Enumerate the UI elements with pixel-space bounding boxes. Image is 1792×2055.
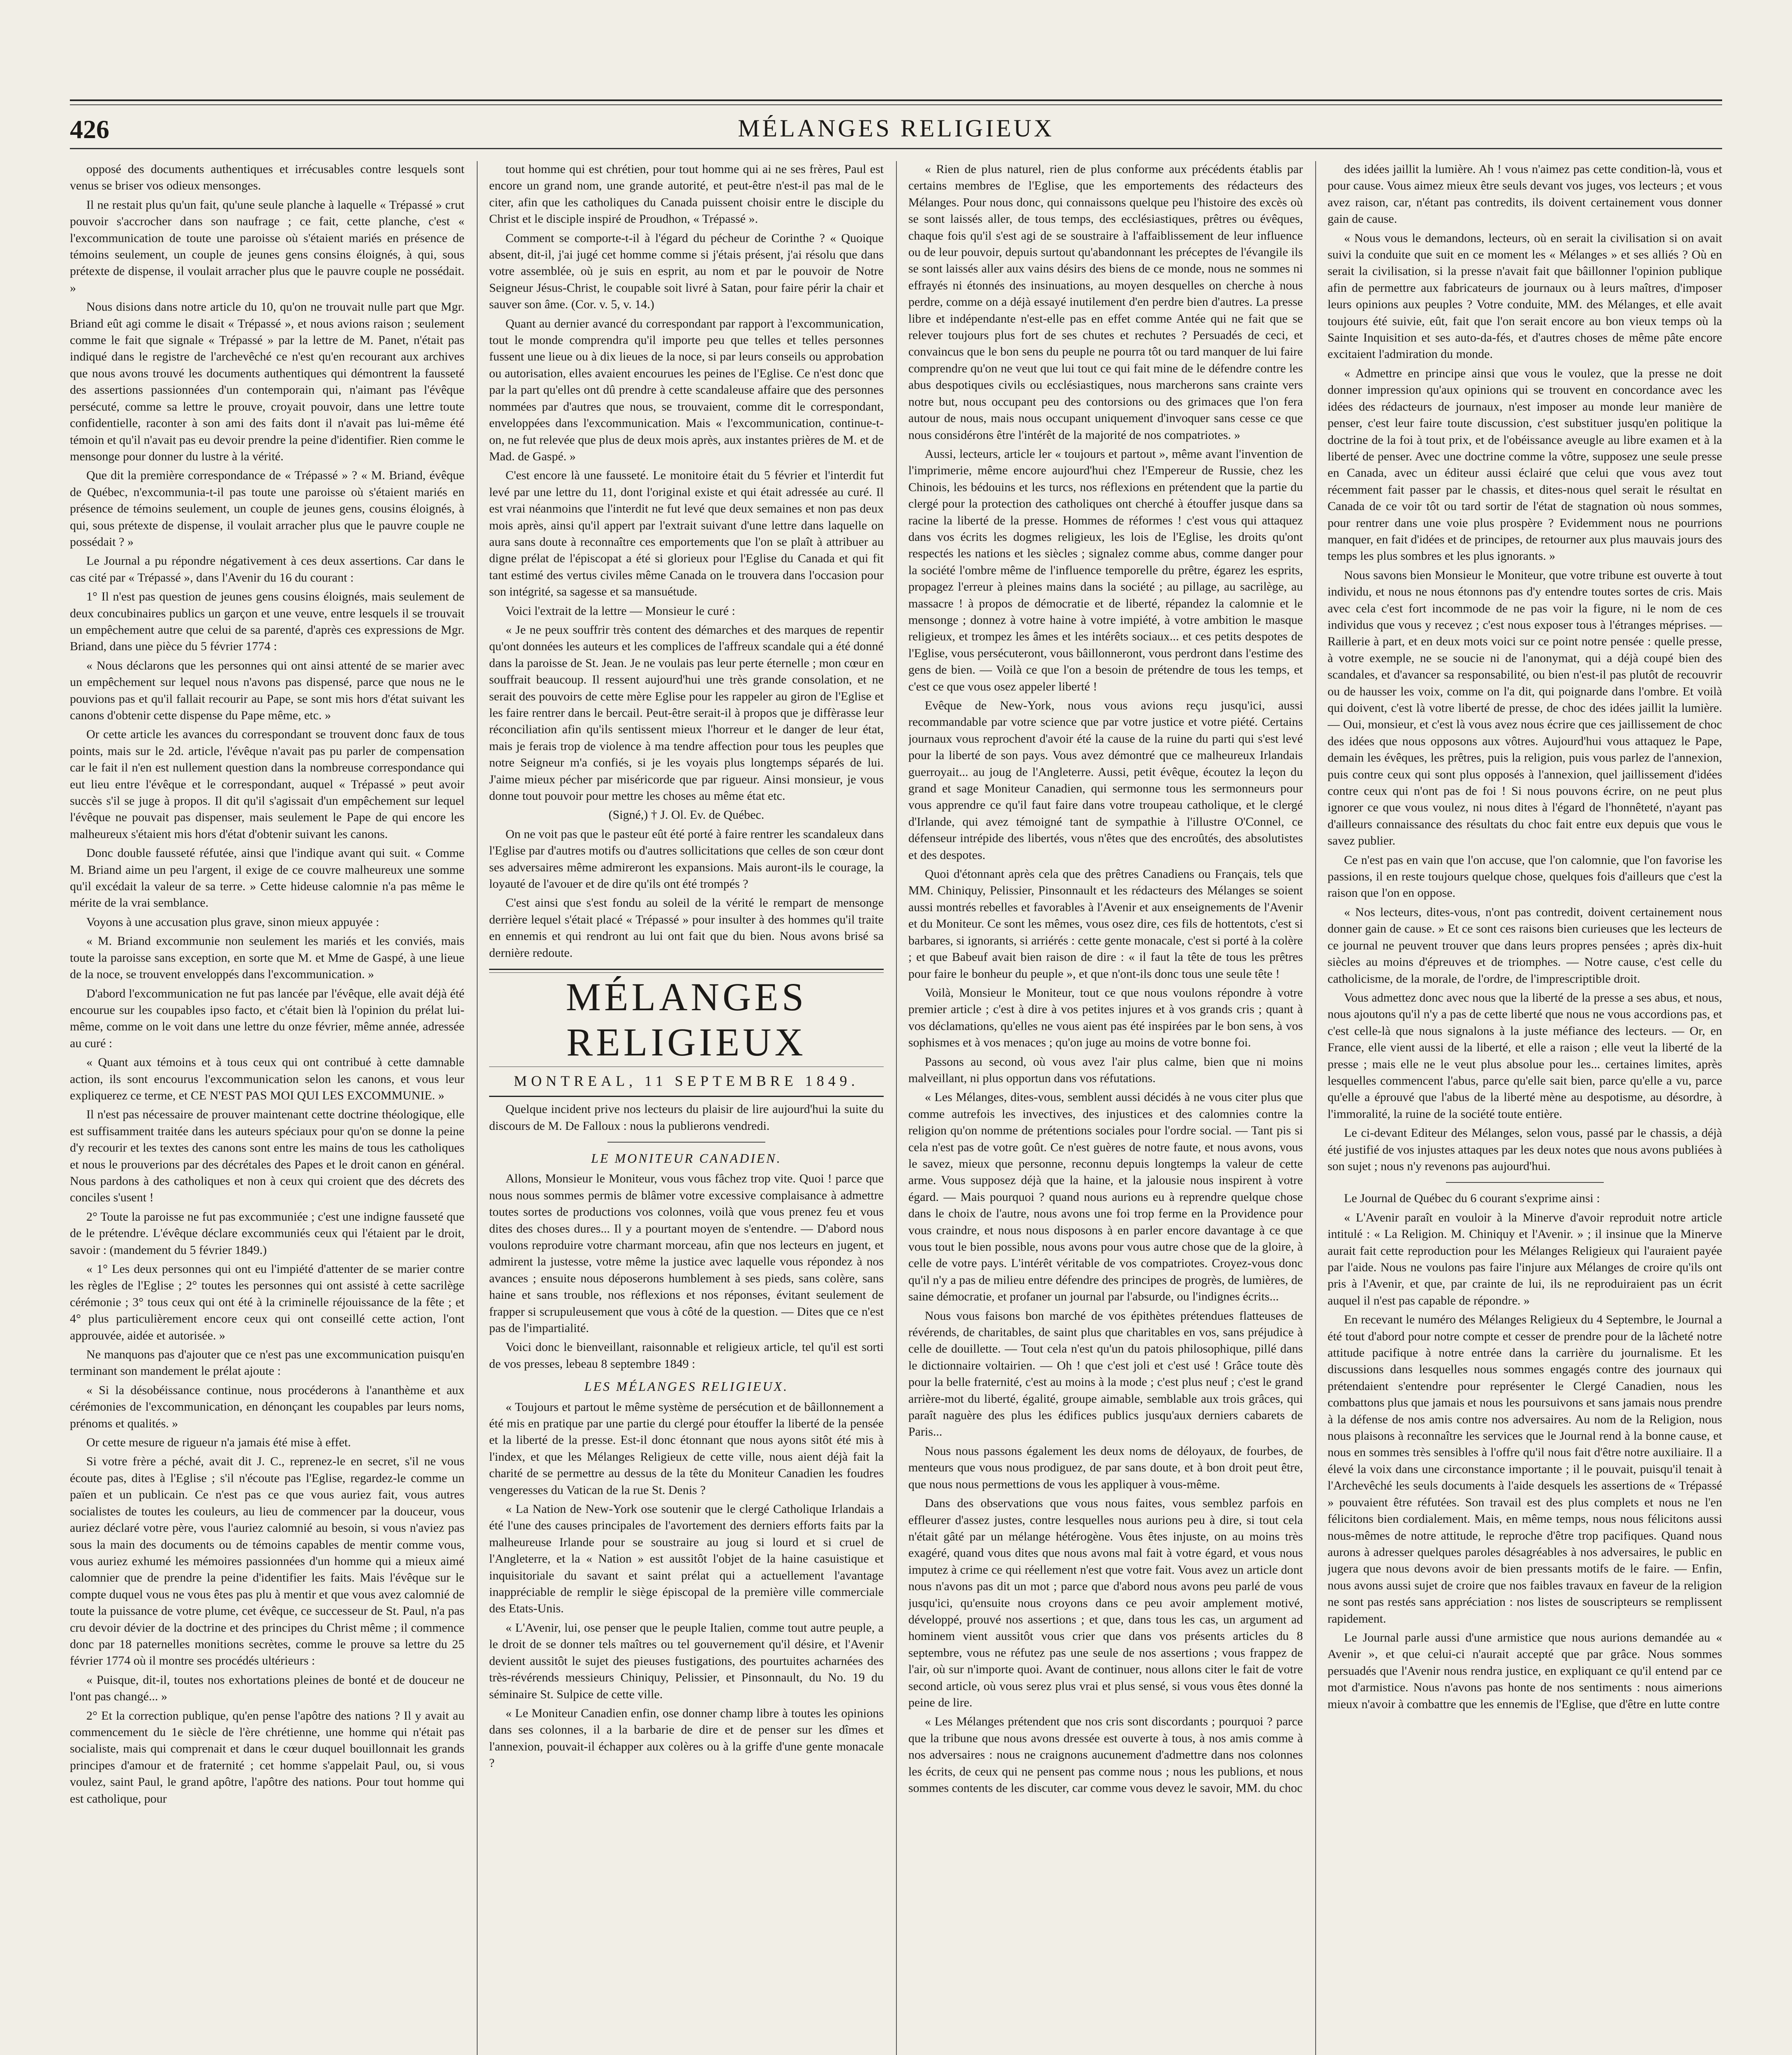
section-title-melanges: LES MÉLANGES RELIGIEUX.	[584, 1379, 789, 1394]
paragraph: « Nos lecteurs, dites-vous, n'ont pas contredit, doivent certainement nous donner gain de cause. » Et ce sont ces raisons bien curieuses que les lecteurs de ce journal ne peuvent trouver que dans leurs propres pensées ; après dix-huit siècles au moins d'épreuves et de triomphes. — Notre cause, c'est celle du catholicisme, de la morale, de l'ordre, de l'imprescriptible droit.	[1328, 905, 1722, 986]
paragraph: Evêque de New-York, nous vous avions reçu jusqu'ici, aussi recommandable par votre science que par votre justice et votre piété. Certains journaux vous reprochent d'avoir été la cause de la ruine du parti qui s'est levé pour la liberté de son pays. Vous avez démontré que ce malheureux Irlandais guerroyait... au joug de l'Angleterre. Aussi, petit évêque, écoutez la leçon du grand et sage Moniteur Canadien, qui sermonne tous les sermonneurs pour vous apprendre ce qu'il faut faire dans votre troupeau catholique, et le clergé d'Irlande, qui avez témoigné tant de sympathie à l'illustre O'Connel, ce défenseur intrépide des libertés, vous n'êtes que des encroûtés, des absolutistes et des despotes.	[908, 699, 1303, 862]
paragraph: Aussi, lecteurs, article ler « toujours et partout », même avant l'invention de l'imprimerie, même encore aujourd'hui chez l'Empereur de Russie, chez les Chinois, les bédouins et les turcs, nos réflexions en prétendent que la partie du clergé pour la protection des catholiques ont cherché à étouffer jusque dans sa racine la liberté de la presse. Hommes de réformes ! c'est vous qui attaquez dans vos écrits les dogmes religieux, les lois de l'Eglise, les droits qu'ont respectés les nations et les siècles ; signalez comme abus, comme danger pour la société l'ombre même de l'influence temporelle du prêtre, égarez les esprits, propagez l'erreur à pleines mains dans la société ; au pillage, au sacrilège, au massacre ! à propos de démocratie et de liberté, répandez la calomnie et le mensonge ; donnez à votre haine à votre impiété, à votre ambition le masque religieux, et trompez les âmes et les intérêts sociaux... et ces petits despotes de l'Eglise, vous persécuteront, vous bâillonneront, vous perdront dans l'estime des gens de bien. — Voilà ce que l'on a besoin de prétendre de tous les temps, et c'est ce que vous osez appeler liberté !	[908, 447, 1303, 693]
paragraph: 1° Il n'est pas question de jeunes gens cousins éloignés, mais seulement de deux concubinaires publics un garçon et une veuve, entre lesquels il se trouvait un empêchement autre que celui de sa parenté, d'après ces expressions de Mgr. Briand, dans une pièce du 5 février 1774 :	[70, 590, 464, 653]
paragraph: Passons au second, où vous avez l'air plus calme, bien que ni moins malveillant, ni plus opportun dans vos réfutations.	[908, 1055, 1303, 1085]
paragraph: Nous savons bien Monsieur le Moniteur, que votre tribune est ouverte à tout individu, et nous ne nous étonnons pas d'y entendre toutes sortes de cris. Mais avec cela c'est fort incommode de ne pas voir la figure, ni le nom de ces individus que vous y recevez ; c'est nous exposer tous à l'étranges méprises. — Raillerie à part, et en deux mots voici sur ce point notre pensée : quelle presse, à votre exemple, ne se soucie ni de l'anonymat, qui a déjà coupé bien des scandales, et d'avancer sa responsabilité, ou bien n'est-il pas plutôt de recouvrir ou de hausser les voix, comme on l'a dit, qui poignarde dans l'ombre. Et voilà qui doivent, c'est là votre liberté de presse, de choc des idées jaillit la lumière. — Oui, monsieur, et c'est là vous avez nous écrire que ces jaillissement de choc des idées que nous opposons aux vôtres. Aujourd'hui vous attaquez le Pape, demain les évêques, les prêtres, puis la religion, puis vous parlez de l'annexion, puis contre ceux qui sont plus opposés à l'annexion, quel jaillissement d'idées contre ceux qui n'ont pas de foi ! Si nous pouvons écrire, on ne peut plus ignorer ce que vous voulez, ni nous dites à l'égard de l'honnêteté, n'ayant pas d'ailleurs connaissance des résultats du choc fait entre eux depuis que vous le savez publier.	[1328, 568, 1722, 848]
paragraph: Il n'est pas nécessaire de prouver maintenant cette doctrine théologique, elle est suffisamment traitée dans les auteurs spéciaux pour qu'on se donne la peine d'y recourir et les textes des canons sont entre les mains de tous les catholiques et nous le prouverions par des décrétales des Papes et le droit canon en général. Nous pardons à des catholiques et non à ceux qui croient que des décrets des conciles s'usent !	[70, 1108, 464, 1205]
paragraph: « Les Mélanges prétendent que nos cris sont discordants ; pourquoi ? parce que la tribune que nous avons dressée est ouverte à tous, à nos amis comme à nos adversaires : nous ne craignons aucunement d'admettre dans nos colonnes les écrits, de ceux qui ne pensent pas comme nous ; nous les publions, et nous sommes contents de les discuter, car comme vous devez le savoir, MM. du choc	[908, 1715, 1303, 1795]
paragraph: « L'Avenir, lui, ose penser que le peuple Italien, comme tout autre peuple, a le droit de se donner tels maîtres ou tel gouvernement qu'il désire, et l'Avenir devient aussitôt le sujet des pieuses fustigations, des pourtuites acharnées des très-révérends messieurs Chiniquy, Pelissier, et Pinsonnault, du No. 19 du séminaire St. Sulpice de cette ville.	[489, 1621, 884, 1701]
paragraph: Nous disions dans notre article du 10, qu'on ne trouvait nulle part que Mgr. Briand eût agi comme le disait « Trépassé », et nous avions raison ; seulement comme le fait que signale « Trépassé » par la lettre de M. Panet, n'était pas indiqué dans le registre de l'archevêché ce n'est qu'en recourant aux archives que nous avons trouvé les documents authentiques qui démontrent la fausseté des assertions passionnées d'un contemporain qui, n'aimant pas l'évêque persécuté, comme sa lettre le prouve, croyait pouvoir, dans une lettre toute confidentielle, raconter à son ami des faits dont il n'avait pas lui-même été témoin et qu'il n'avait pas eu devoir prendre la peine d'identifier. Rien comme le mensonge pour donner du lustre à la vérité.	[70, 300, 464, 463]
paragraph: Vous admettez donc avec nous que la liberté de la presse a ses abus, et nous, nous ajoutons qu'il n'y a pas de cette liberté que nous ne vous accordions pas, et c'est celle-là que nous signalons à la juste méfiance des lecteurs. — Or, en France, elle vient aussi de la liberté, et elle a raison ; elle veut la liberté de la presse ; mais elle ne le veut plus absolue pour les... certaines limites, après lesquelles commencent l'abus, parce qu'elle sait bien, parce qu'elle a vu, parce qu'elle a éprouvé que l'abus de la liberté mène au despotisme, au désordre, à l'immoralité, la ruine de la société toute entière.	[1328, 991, 1722, 1121]
masthead-rule	[489, 1096, 884, 1097]
paragraph: Or cette article les avances du correspondant se trouvent donc faux de tous points, mais sur le 2d. article, l'évêque n'avait pas pu parler de compensation car le fait il n'en est nullement question dans la nombreuse correspondance qui eut lieu entre l'évêque et le correspondant, auquel « Trépassé » peut avoir succès s'il se juge à propos. Il dit qu'il s'agissait d'un empêchement sur lequel l'évêque ne pouvait pas dispenser, mais seulement le Pape de qui encore les malheureux s'étaient mis hors d'état d'obtenir suivant les canons.	[70, 727, 464, 841]
paragraph: « Quant aux témoins et à tous ceux qui ont contribué à cette damnable action, ils sont encourus l'excommunication selon les canons, et vous leur expliquerez ce terme, et CE N'EST PAS MOI QUI LES EXCOMMUNIE. »	[70, 1055, 464, 1102]
paragraph: Il ne restait plus qu'un fait, qu'une seule planche à laquelle « Trépassé » crut pouvoir s'accrocher dans son naufrage ; ce fait, cette planche, c'est « l'excommunication de toute une paroisse où s'étaient mariés en présence de témoins seulement, un couple de jeunes gens consins éloignés, à qui, sous prétexte de dispense, il voulait arracher plus que le pauvre couple ne possédait. »	[70, 198, 464, 295]
section-divider	[1446, 1182, 1604, 1183]
paragraph: « Rien de plus naturel, rien de plus conforme aux précédents établis par certains membres de l'Eglise, que les emportements des rédacteurs des Mélanges. Pour nous donc, qui connaissons quelque peu l'histoire des excès où se sont laissés aller, de tous temps, des ecclésiastiques, prêtres ou évêques, chaque fois qu'il s'est agi de se soustraire à l'affaiblissement de leur influence ou de leur pouvoir, depuis surtout qu'abandonnant les préceptes de l'évangile ils se sont laissés aller aux vains désirs des biens de ce monde, nous ne sommes ni effrayés ni étonnés des insinuations, au moyen desquelles on cherche à nous perdre, comme on a déjà essayé inutilement d'en perdre bien d'autres. La presse libre et indépendante n'est-elle pas en effet comme Antée qui ne fait que se relever toujours plus fort de ses chutes et rechutes ? Persuadés de ceci, et convaincus que le bon sens du peuple ne pourra tôt ou tard manquer de lui faire comprendre qu'on ne veut que lui tout ce qui fait mine de le défendre contre les abus despotiques civils ou ecclésiastiques, nous marcherons sans crainte vers notre but, nous occupant peu des contorsions ou des grimaces que l'on fera autour de nous, mais nous occupant uniquement d'invoquer sans cesse ce que nous considérons être l'intérêt de la majorité de nos compatriotes. »	[908, 162, 1303, 442]
masthead-rule	[489, 969, 884, 970]
paragraph: Que dit la première correspondance de « Trépassé » ? « M. Briand, évêque de Québec, n'excommunia-t-il pas toute une paroisse où s'étaient mariés en présence de témoins seulement, un couple de jeunes gens, cousins éloignés, à qui, sous prétexte de dispense, il voulait arracher plus que le pauvre couple ne possédait ? »	[70, 469, 464, 549]
masthead-rule	[489, 972, 884, 973]
column-2-top	[489, 161, 884, 961]
section-divider	[607, 1142, 765, 1143]
paragraph: Donc double fausseté réfutée, ainsi que l'indique avant qui suit. « Comme M. Briand aime un peu l'argent, il exige de ce couvre malheureux une somme qu'il excédait la valeur de sa terre. » Cette hideuse calomnie n'a pas même le mérite de la vrai semblance.	[70, 846, 464, 910]
paragraph: « Je ne peux souffrir très content des démarches et des marques de repentir qu'ont données les auteurs et les complices de l'affreux scandale qui a été donné dans la paroisse de St. Jean. Je ne voulais pas leur perte éternelle ; mon cœur en souffrait beaucoup. Il ressent aujourd'hui une très grande consolation, et ne serait des pouvoirs de cette mère Eglise pour les rappeler au giron de l'Eglise et les faire rentrer dans le bercail. Peut-être serait-il à propos que je diffèrasse leur réconciliation afin qu'ils sentissent mieux l'horreur et le danger de leur état, mais je ferais trop de violence à ma tendre affection pour tous les peuples que notre Seigneur m'a confiés, si je les voyais plus longtemps séparés de lui. J'aime mieux pécher par miséricorde que par rigueur. Ainsi monsieur, je vous donne tout pouvoir pour mettre les choses au même état etc.	[489, 623, 884, 803]
paragraph: Or cette mesure de rigueur n'a jamais été mise à effet.	[86, 1436, 351, 1450]
paragraph: Nous vous faisons bon marché de vos épithètes prétendues flatteuses de révérends, de charitables, de saint plus que charitables en vos, sans préjudice à celle de douillette. — Tout cela n'est qu'un du patois philosophique, pillé dans le dictionnaire voltairien. — Oh ! que c'est joli et c'est usé ! Grâce toute dès pour la belle fraternité, c'est au moins à la mode ; c'est plus neuf ; c'est le grand arrière-mot du liberté, égalité, groupe aimable, semblable aux trois grâces, qui paraît naguère des plus les édifices publics jusqu'aux derniers cabarets de Paris...	[908, 1309, 1303, 1439]
header-rule-top	[70, 99, 1722, 101]
column-1	[70, 161, 464, 2055]
paragraph: Le Journal parle aussi d'une armistice que nous aurions demandée au « Avenir », et que celui-ci n'aurait accepté que par grâce. Nous sommes persuadés que l'Avenir nous rendra justice, en expliquant ce qu'il entend par ce mot d'armistice. Nous n'avons pas honte de nos sentiments : nous aimerions mieux n'avoir à combattre que les ennemis de l'Eglise, que d'être en lutte contre	[1328, 1630, 1722, 1711]
paragraph: Quelque incident prive nos lecteurs du plaisir de lire aujourd'hui la suite du discours de M. De Falloux : nous la publierons vendredi.	[489, 1102, 884, 1133]
masthead-date: MONTREAL, 11 SEPTEMBRE 1849.	[514, 1073, 859, 1090]
paragraph: Voilà, Monsieur le Moniteur, tout ce que nous voulons répondre à votre premier article ; c'est à dire à vos petites injures et à vos grands cris ; quant à vos déclamations, qu'elles ne vous aient pas été inspirées par le bon sens, à vos sophismes et à vos menaces ; qu'on juge au moins de votre bonne foi.	[908, 986, 1303, 1050]
paragraph: D'abord l'excommunication ne fut pas lancée par l'évêque, elle avait déjà été encourue sur les coupables ipso facto, et c'était bien là l'opinion du prélat lui-même, comme on le voit dans une lettre du onze février, même année, adressée au curé :	[70, 986, 464, 1050]
paragraph: « M. Briand excommunie non seulement les mariés et les conviés, mais toute la paroisse sans exception, en sorte que M. et Mme de Gaspé, à une lieue de la noce, se trouvent enveloppés dans l'excommunication. »	[70, 934, 464, 981]
paragraph: Le ci-devant Editeur des Mélanges, selon vous, passé par le chassis, a déjà été justifié de vos injustes attaques par les deux notes que nous avons publiées à son sujet ; nous n'y revenons pas aujourd'hui.	[1328, 1126, 1722, 1173]
paragraph: Le Journal a pu répondre négativement à ces deux assertions. Car dans le cas cité par « Trépassé », dans l'Avenir du 16 du courant :	[70, 554, 464, 584]
paragraph: C'est ainsi que s'est fondu au soleil de la vérité le rempart de mensonge derrière lequel s'était placé « Trépassé » pour insulter à des hommes qu'il traite en ennemis et qui rendront au lui ont fait que du bien. Nous avons brisé sa dernière redoute.	[489, 896, 884, 960]
paragraph: Ne manquons pas d'ajouter que ce n'est pas une excommunication puisqu'en terminant son mandement le prélat ajoute :	[70, 1348, 464, 1378]
paragraph: « Nous vous le demandons, lecteurs, où en serait la civilisation si on avait suivi la conduite que suit en ce moment les « Mélanges » et ses alliés ? Où en serait la civilisation, si la presse n'avait fait que bâillonner l'opinion publique afin de permettre aux fabricateurs de journaux ou à leurs maîtres, d'imposer leurs opinions aux peuples ? Votre conduite, MM. des Mélanges, et elle avait toujours été suivie, eût, fait que l'on serait encore au bon vieux temps où la Sainte Inquisition et ses auto-da-fés, et d'autres choses de même pâte encore excitaient l'admiration du monde.	[1328, 231, 1722, 361]
paragraph: « Puisque, dit-il, toutes nos exhortations pleines de bonté et de douceur ne l'ont pas changé... »	[70, 1673, 464, 1704]
paragraph: 2° Toute la paroisse ne fut pas excommuniée ; c'est une indigne fausseté que de le prétendre. L'évêque déclare excommuniés ceux qui l'étaient par le droit, savoir : (mandement du 5 février 1849.)	[70, 1210, 464, 1257]
column-2-moniteur	[489, 1171, 884, 1372]
paragraph: (Signé,) † J. Ol. Ev. de Québec.	[608, 808, 764, 822]
paragraph: C'est encore là une fausseté. Le monitoire était du 5 février et l'interdit fut levé par une lettre du 11, dont l'original existe et qui était adressée au curé. Il est vrai néanmoins que l'interdit ne fut levé que deux semaines et non pas deux mois après, ainsi qu'il appert par l'extrait suivant d'une lettre dans laquelle on aura sans doute à reconnaître ces emportements que l'on se plaît à attribuer au digne prélat de l'épiscopat a été si glorieux pour l'Eglise du Canada et qui fit tant estimé des vertus civiles même Canada on le trouvera dans l'occasion pour son intégrité, sa sagesse et sa mansuétude.	[489, 469, 884, 599]
paragraph: Voici l'extrait de la lettre — Monsieur le curé :	[506, 604, 735, 618]
paragraph: Allons, Monsieur le Moniteur, vous vous fâchez trop vite. Quoi ! parce que nous nous sommes permis de blâmer votre excessive complaisance à admettre toutes sortes de productions vos colonnes, voilà que vous prenez feu et vous dites des choses dures... Il y a pourtant moyen de s'entendre. — D'abord nous voulons reproduire votre charmant morceau, afin que nos lecteurs en jugent, et admirent la justesse, votre même la justice avec laquelle vous répondez à nos avances ; ensuite nous déposerons humblement à ses pieds, sans colère, sans haine et sans trouble, nos réflexions et nos réponses, évitant seulement de frapper si scrupuleusement que vous à côté de la question. — Dites que ce n'est pas de l'impartialité.	[489, 1172, 884, 1335]
column-2-melanges	[489, 1399, 884, 1772]
column-4-top	[1328, 161, 1722, 1175]
column-3	[908, 161, 1303, 2055]
paragraph: tout homme qui est chrétien, pour tout homme qui ai ne ses frères, Paul est encore un grand nom, une grande autorité, et peut-être n'est-il pas mal de le citer, afin que les catholiques du Canada puissent choisir entre le disciple du Christ et le disciple inspiré de Proudhon, « Trépassé ».	[489, 162, 884, 226]
header-rule-double	[70, 104, 1722, 105]
section-title-moniteur: LE MONITEUR CANADIEN.	[591, 1150, 782, 1166]
article-columns	[70, 161, 1722, 2055]
paragraph: 2° Et la correction publique, qu'en pense l'apôtre des nations ? Il y avait au commencement du 1e siècle de l'ère chrétienne, une homme qui n'était pas socialiste, mais qui comprenait et dans le cœur duquel bouillonnait les grands principes d'amour et de fraternité ; cet homme s'appelait Paul, ou, si vous voulez, saint Paul, le grand apôtre, l'apôtre des nations. Pour tout homme qui est catholique, pour	[70, 1709, 464, 1806]
paragraph: Dans des observations que vous nous faites, vous semblez parfois en effleurer d'assez justes, contre lesquelles nous aurions peu à dire, si tout cela n'était gâté par un mélange hétérogène. Vous êtes injuste, on au moins très exagéré, quand vous dites que nous avons mal fait à votre égard, et vous nous imputez à crime ce qui réellement n'est que votre fait. Vous avez un article dont nous n'avons pas dit un mot ; parce que d'abord nous avons peu parlé de vous jusqu'ici, qu'ensuite nous croyons dans ce peu avoir amplement motivé, développé, prouvé nos assertions ; et que, dans tous les cas, un argument ad hominem vient aussitôt vous crier que dans vos présents articles du 8 septembre, vous ne réfutez pas une seule de nos assertions ; vous frappez de l'air, où sur n'importe quoi. Avant de continuer, nous allons citer le fait de votre second article, où vous serez plus vrai et plus sensé, si vous vous êtes donné la peine de lire.	[908, 1496, 1303, 1709]
column-divider	[1315, 161, 1316, 2055]
paragraph: On ne voit pas que le pasteur eût été porté à faire rentrer les scandaleux dans l'Eglise par d'autres motifs ou d'autres sollicitations que celles de son cœur dont ses adversaires même admireront les expansions. Mais auront-ils le courage, la loyauté de l'avouer et de dire qu'ils ont été trompés ?	[489, 827, 884, 891]
paragraph: Ce n'est pas en vain que l'on accuse, que l'on calomnie, que l'on favorise les passions, il en reste toujours quelque chose, quelques fois d'ailleurs que c'est la raison que l'on en oppose.	[1328, 853, 1722, 900]
column-divider	[477, 161, 478, 2055]
paragraph: des idées jaillit la lumière. Ah ! vous n'aimez pas cette condition-là, vous et pour cause. Vous aimez mieux être seuls devant vos juges, vos lecteurs ; et vous avez raison, car, n'étant pas contredits, ils doivent certainement vous donner gain de cause.	[1328, 162, 1722, 226]
paragraph: « Le Moniteur Canadien enfin, ose donner champ libre à toutes les opinions dans ses colonnes, il a la barbarie de dire et de penser sur les dîmes et l'annexion, pouvait-il échapper aux colères ou à la griffe d'une gente monacale ?	[489, 1706, 884, 1770]
paragraph: Comment se comporte-t-il à l'égard du pécheur de Corinthe ? « Quoique absent, dit-il, j'ai jugé cet homme comme si j'étais présent, j'ai résolu que dans votre assemblée, où je suis en esprit, au nom et par le pouvoir de Notre Seigneur Jésus-Christ, le coupable soit livré à Satan, pour faire périr la chair et sauver son âme. (Cor. v. 5, v. 14.)	[489, 231, 884, 312]
masthead-title: MÉLANGES RELIGIEUX	[566, 975, 807, 1064]
paragraph: « Admettre en principe ainsi que vous le voulez, que la presse ne doit donner impression qu'aux opinions qui se trouvent en concordance avec les idées des rédacteurs de journaux, n'est imposer au monde leur manière de penser, c'est leur faire toute discussion, c'est substituer jusqu'en politique la doctrine de la foi à tout prix, et de l'obéissance aveugle au libre examen et à la liberté de penser. Avec une doctrine comme la vôtre, supposez une seule presse en Canada, avec un éditeur aussi éclairé que celui que vous avez tout récemment fait passer par le chassis, et dites-nous quel serait le résultat en Canada de ce voir tôt ou tard sortir de l'état de stagnation où nous sommes, pour rentrer dans une voie plus prospère ? Evidemment nous ne pourrions manquer, en fait d'idées et de principes, de retourner aux plus mauvais jours des temps les plus sombres et les plus ignorants. »	[1328, 366, 1722, 563]
paragraph: « 1° Les deux personnes qui ont eu l'impiété d'attenter de se marier contre les règles de l'Eglise ; 2° toutes les personnes qui ont assisté à cette sacrilège cérémonie ; 3° tous ceux qui ont été à la criminelle réjouissance de la fête ; et 4° plus particulièrement encore ceux qui ont conseillé cette action, l'ont approuvée, aidée et autorisée. »	[70, 1262, 464, 1342]
column-2	[489, 161, 884, 2055]
paragraph: Le Journal de Québec du 6 courant s'exprime ainsi :	[1344, 1191, 1600, 1205]
paragraph: Si votre frère a péché, avait dit J. C., reprenez-le en secret, s'il ne vous écoute pas, dites à l'Eglise ; s'il n'écoute pas l'Eglise, regardez-le comme un païen et un publicain. Ce n'est pas ce que vous auriez fait, vous autres socialistes de toutes les couleurs, au lieu de commencer par la douceur, vous auriez déclaré votre père, vous l'auriez calomnié au besoin, si vous n'aviez pas sous la main des documents ou de témoins capables de mentir comme vous, vous auriez exhumé les mémoires passionnées d'un homme qui a mieux aimé calomnier que de prendre la peine d'identifier les faits. Mais l'évêque sur le compte duquel vous ne vous êtes pas plu à mentir et que vous avez calomnié de toute la puissance de votre plume, cet évêque, ce successeur de St. Paul, n'a pas cru devoir dévier de la doctrine et des principes du Christ même ; il commence donc par 18 paternelles monitions secrètes, comme le prouve sa lettre du 25 février 1774 où il montre ses procédés ultérieurs :	[70, 1455, 464, 1668]
masthead	[489, 969, 884, 1097]
paragraph: « Nous déclarons que les personnes qui ont ainsi attenté de se marier avec un empêchement sur lequel nous n'avons pas dispensé, parce que nous ne le pouvions pas et qu'il fallait recourir au Pape, se sont mis hors d'état suivant les canons d'obtenir cette dispense du Pape même, etc. »	[70, 658, 464, 722]
paragraph: « L'Avenir paraît en vouloir à la Minerve d'avoir reproduit notre article intitulé : « La Religion. M. Chiniquy et l'Avenir. » ; il insinue que la Minerve aurait fait cette reproduction pour les Mélanges Religieux qui l'auraient payée par l'aide. Nous ne voulons pas faire l'injure aux Mélanges de croire qu'ils ont pris à l'Avenir, et que, par crainte de lui, ils ne reproduiraient pas un écrit auquel il n'est pas capable de répondre. »	[1328, 1210, 1722, 1307]
column-4	[1328, 161, 1722, 2055]
page-header	[70, 99, 1722, 149]
paragraph: Quoi d'étonnant après cela que des prêtres Canadiens ou Français, tels que MM. Chiniquy, Pelissier, Pinsonnault et les rédacteurs des Mélanges se soient aussi montrés rebelles et favorables à l'Avenir et aux enseignements de l'Avenir et du Moniteur. Ce sont les mêmes, vous osez dire, ces fils de hottentots, c'est si barbares, si ignorants, si arriérés : cette gente monacale, c'est si porté à la colère ; et que Babeuf avait bien raison de dire : « il faut la tête de tous les prêtres pour faire le bonheur du peuple », et que n'ont-ils donc tous une seule tête !	[908, 867, 1303, 981]
paragraph: « Toujours et partout le même système de persécution et de bâillonnement a été mis en pratique par une partie du clergé pour étouffer la liberté de la pensée et la liberté de la presse. Est-il donc étonnant que nous ayons sitôt été mis à l'index, et que les Mélanges Religieux de cette ville, nous aient déjà fait la charité de se permettre au dessus de la tête du Moniteur Canadien les foudres vengeresses du Vatican de la rue St. Denis ?	[489, 1400, 884, 1497]
paragraph: Nous nous passons également les deux noms de déloyaux, de fourbes, de menteurs que vous nous prodiguez, de par sans doute, et à bon droit peut être, que nous nous permettions de vous les appliquer à vous-même.	[908, 1444, 1303, 1491]
paragraph: opposé des documents authentiques et irrécusables contre lesquels sont venus se briser vos odieux mensonges.	[70, 162, 464, 193]
paragraph: En recevant le numéro des Mélanges Religieux du 4 Septembre, le Journal a été tout d'abord pour notre compte et cesser de prendre pour de la lâcheté notre attitude pacifique à notre entrée dans la carrière du journalisme. Et les discussions dans lesquelles nous sommes engagés contre des journaux qui prétendaient s'entendre pour représenter le Clergé Canadien, nous les combattons plus que jamais et nous les poursuivons et sans jamais nous prendre à la défense de nos amis contre nos adversaires. Au nom de la Religion, nous nous plaisons à reconnaître les services que le Journal rend à la bonne cause, et nous en sommes très sensibles à l'offre qu'il nous fait d'être notre auxiliaire. Il a élevé la voix dans une circonstance importante ; il le pouvait, puisqu'il tenait à l'Archevêché les seuls documents à l'aide desquels les assertions de « Trépassé » pouvaient être réfutées. Son travail est des plus complets et nous ne l'en félicitons bien cordialement. Mais, en même temps, nous nous félicitons aussi nous-mêmes de notre attitude, le reproche d'être trop pacifiques. Quand nous aurons à adresser quelques paroles désagréables à nos adversaires, le public en jugera que nous devons avoir de bien pressants motifs de le faire. — Enfin, nous avons aussi sujet de croire que nos faibles travaux en faveur de la religion ne sont pas restés sans appréciation : nos listes de souscripteurs se remplissent rapidement.	[1328, 1313, 1722, 1626]
header-rule-bottom	[70, 148, 1722, 149]
running-title: MÉLANGES RELIGIEUX	[738, 115, 1054, 142]
column-2-notice	[489, 1101, 884, 1134]
paragraph: Voyons à une accusation plus grave, sinon mieux appuyée :	[86, 915, 379, 929]
paragraph: « Les Mélanges, dites-vous, semblent aussi décidés à ne vous citer plus que comme autrefois les invectives, des injustices et des calomnies contre la religion qu'on nomme de prétentions sociales pour l'ordre social. — Tant pis si cela n'est pas de votre goût. Ce n'est guères de notre faute, et nous avons, vous le savez, mieux que personne, reconnu depuis longtemps la valeur de cette arme. Vous supposez déjà que la haine, et la jalousie nous inspirent à votre égard. — Mais pourquoi ? quand nous aurions eu à reprendre quelque chose dans le choix de l'autre, nous avons une foi trop ferme en la Providence pour vous craindre, et nous nous disposons à en parler encore davantage à ce que vous tout le bien possible, nous avons pour vous autre chose que de la gloire, à celle de votre pays. L'intérêt véritable de vos compatriotes. Croyez-vous donc qu'il n'y a pas de milieu entre défendre des principes de progrès, de lumières, de saine démocratie, et profaner un journal par l'absurde, ou l'indignes écrits...	[908, 1090, 1303, 1304]
paragraph: « Si la désobéissance continue, nous procéderons à l'ananthème et aux cérémonies de l'excommunication, en dénonçant les coupables par leurs noms, prénoms et qualités. »	[70, 1383, 464, 1430]
paragraph: Quant au dernier avancé du correspondant par rapport à l'excommunication, tout le monde comprendra qu'il importe peu que telles et telles personnes fussent une lieue ou à dix lieues de la noce, si par leurs conseils ou approbation ou autorisation, elles avaient encourues les peines de l'Eglise. Ce n'est donc que par la part qu'elles ont dû prendre à cette scandaleuse affaire que des personnes nommées par d'autres que nous, se trouvaient, comme dit le correspondant, enveloppées dans l'excommunication. Mais « l'excommunication, continue-t-on, ne fut relevée que plus de deux mois après, aux instantes prières de M. et de Mad. de Gaspé. »	[489, 316, 884, 463]
column-4-journal	[1328, 1190, 1722, 1713]
paragraph: Voici donc le bienveillant, raisonnable et religieux article, tel qu'il est sorti de vos presses, lebeau 8 septembre 1849 :	[489, 1340, 884, 1371]
paragraph: « La Nation de New-York ose soutenir que le clergé Catholique Irlandais a été l'une des causes principales de l'avortement des derniers efforts faits par la malheureuse Irlande pour se soustraire au joug si lourd et si cruel de l'Angleterre, et la « Nation » est aussitôt l'objet de la haine casuistique et inquisitoriale du savant et saint prélat qui a actuellement l'avantage inappréciable de remplir le siège épiscopal de la première ville commerciale des Etats-Unis.	[489, 1502, 884, 1616]
page-number: 426	[70, 115, 109, 144]
column-divider	[896, 161, 897, 2055]
